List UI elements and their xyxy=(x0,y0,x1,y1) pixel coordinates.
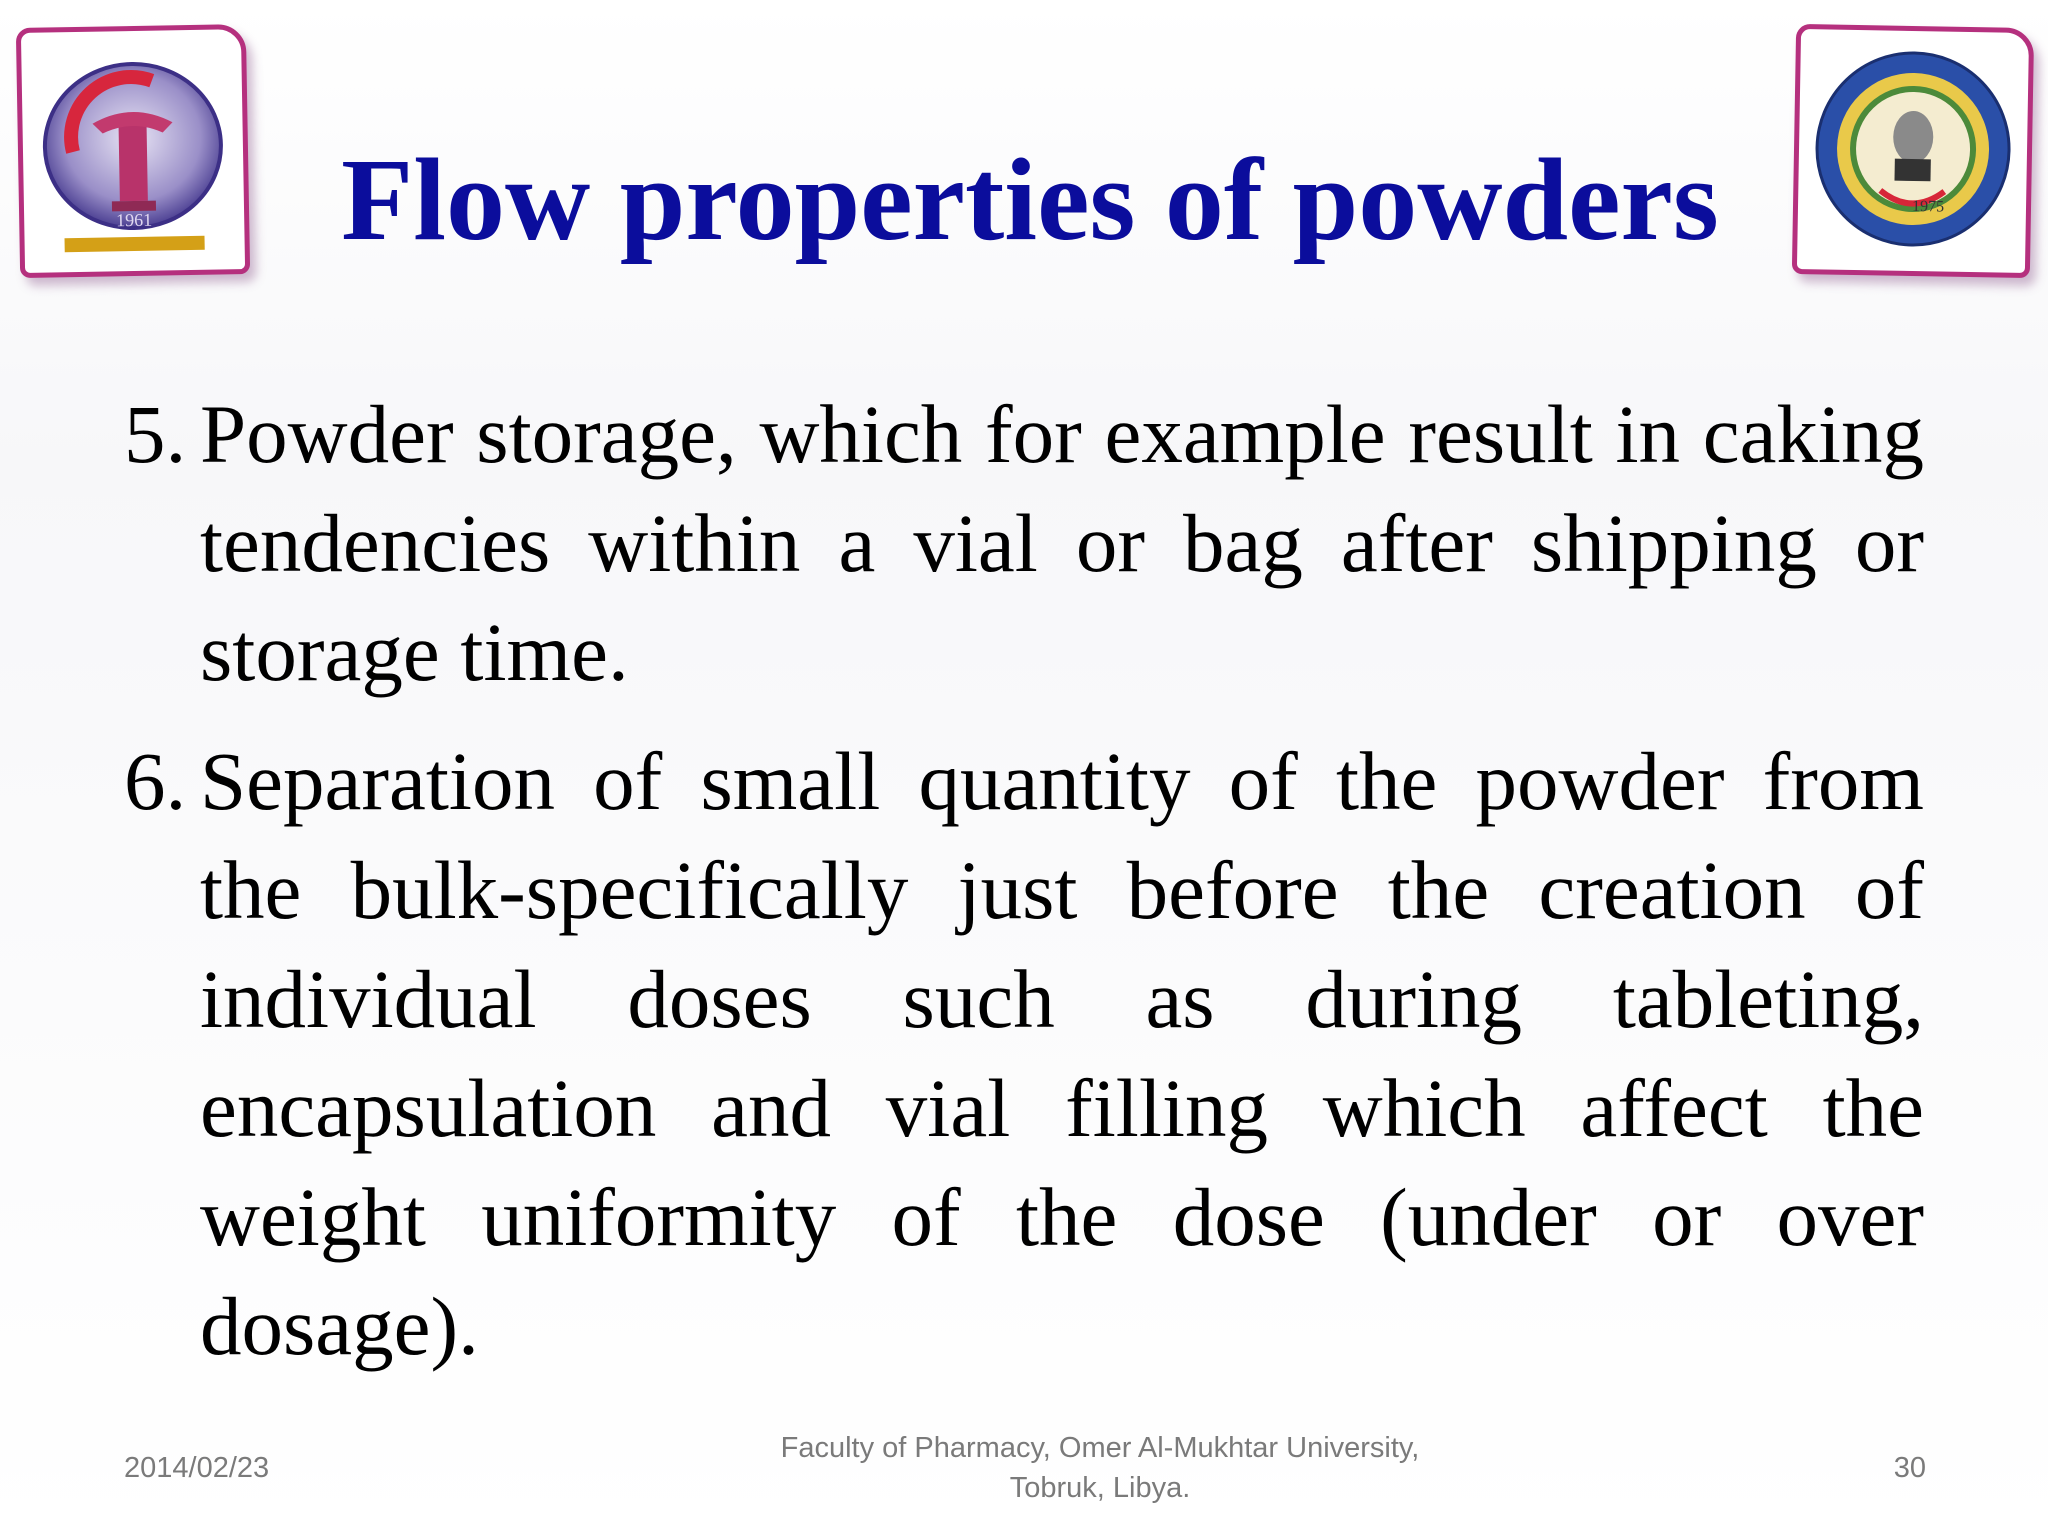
list-item-text: Separation of small quantity of the powder from the bulk-specifically just before the creation of individual doses such as during tableting, encapsulation and vial filling which affect the weight uniformity of the dose (under or over dosage). xyxy=(200,735,1924,1372)
slide-title: Flow properties of powders xyxy=(341,134,1719,265)
footer-institution xyxy=(660,1428,1540,1508)
slide-body xyxy=(124,380,1924,1401)
list-item-number: 5. xyxy=(124,388,187,480)
university-seal-icon xyxy=(1809,39,2018,263)
footer-institution-line1: Faculty of Pharmacy, Omer Al-Mukhtar University, xyxy=(780,1432,1420,1464)
footer-institution-line2: Tobruk, Libya. xyxy=(1009,1472,1191,1504)
list-item xyxy=(124,727,1924,1381)
list-item xyxy=(124,380,1924,707)
svg-text:1961: 1961 xyxy=(116,209,153,231)
list-item-number: 6. xyxy=(124,735,187,827)
page-number: 30 xyxy=(1893,1452,1926,1484)
university-logo xyxy=(1792,24,2034,278)
svg-text:1975: 1975 xyxy=(1911,197,1944,216)
list-item-text: Powder storage, which for example result in caking tendencies within a vial or bag after shipping or storage time. xyxy=(200,388,1924,698)
faculty-logo xyxy=(16,24,250,278)
pharmacy-emblem-icon xyxy=(31,39,235,262)
footer-date: 2014/02/23 xyxy=(124,1452,270,1484)
